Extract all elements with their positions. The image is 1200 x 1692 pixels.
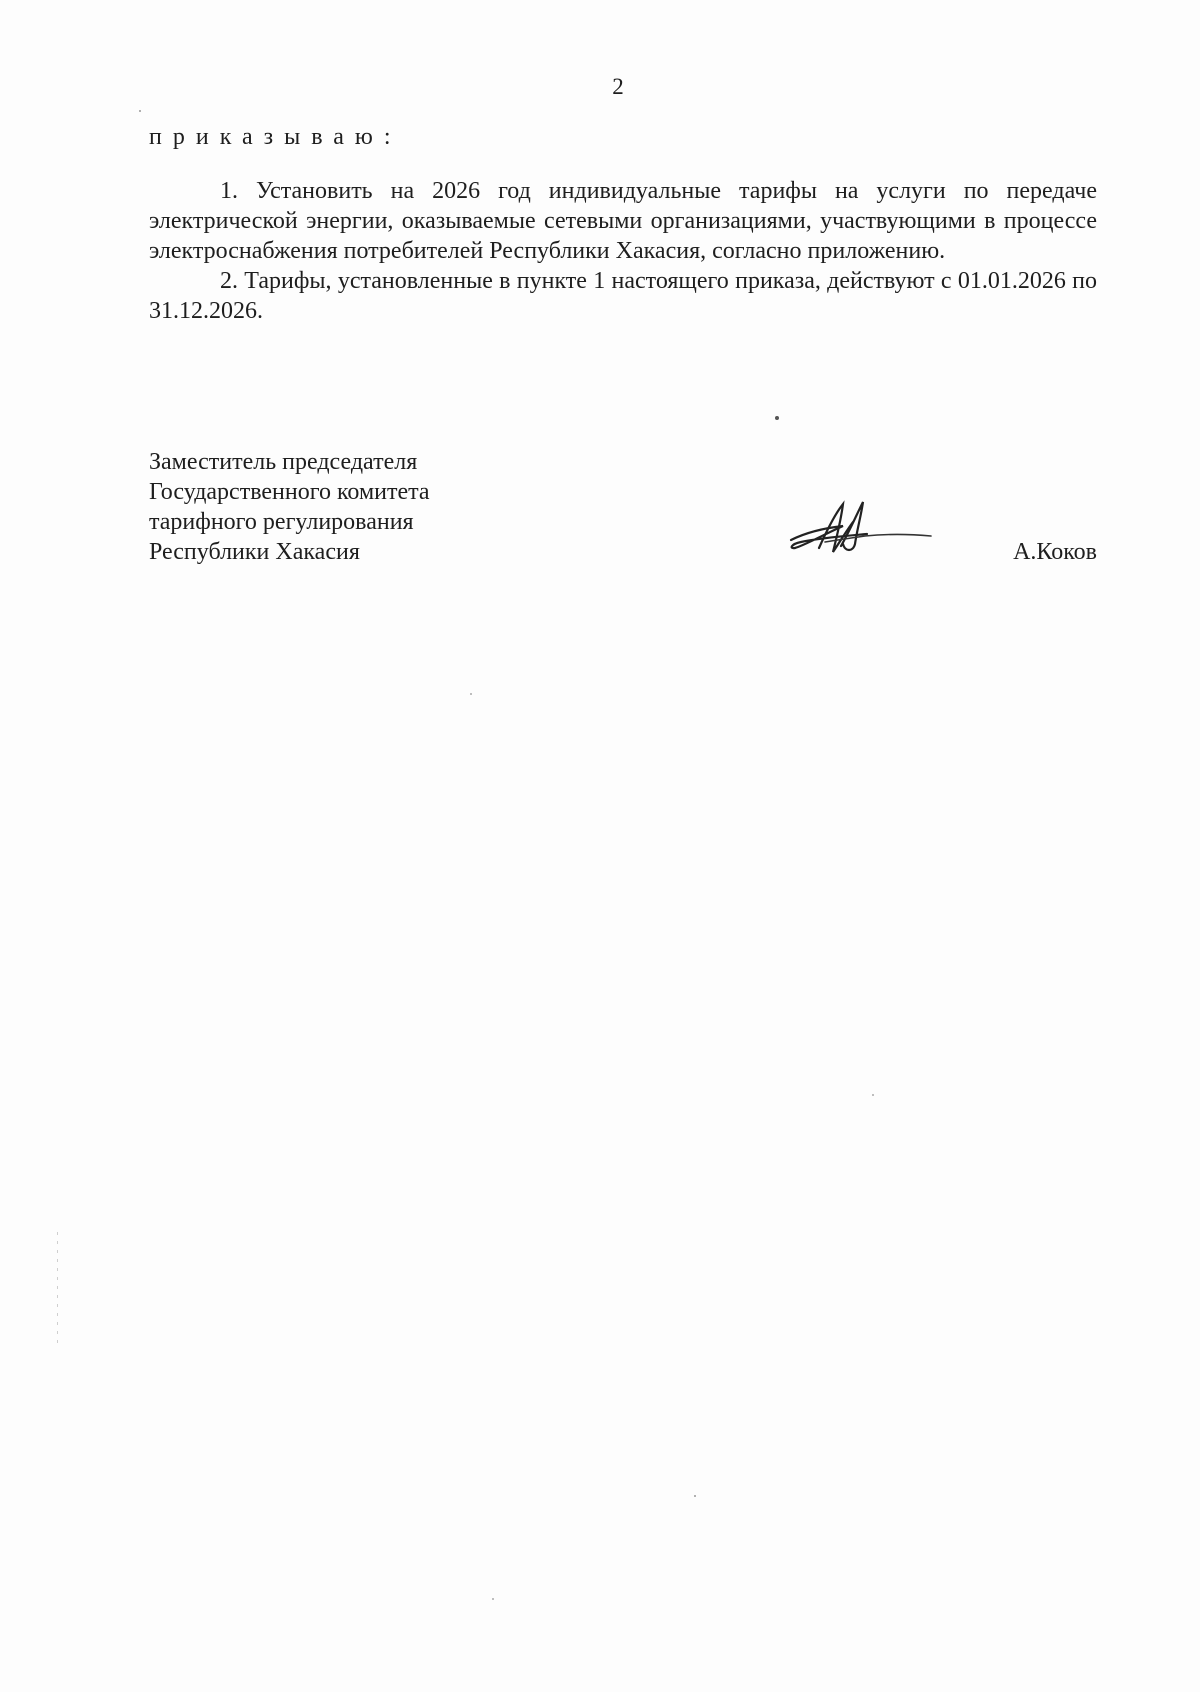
- order-word: приказываю:: [149, 124, 402, 150]
- scan-edge-marks: [57, 1232, 58, 1347]
- paragraph-1: 1. Установить на 2026 год индивидуальные тарифы на услуги по передаче электрической энергии, оказываемые сетевыми организациями, участвующими в процессе электроснабжения потребителей Республики Хакасия, согласно приложению.: [149, 178, 1097, 264]
- scan-speck: [872, 1094, 874, 1096]
- signatory-line-1: Заместитель председателя: [149, 449, 418, 475]
- signatory-position: [149, 447, 549, 567]
- signatory-line-4: Республики Хакасия: [149, 539, 360, 565]
- paragraph-2: 2. Тарифы, установленные в пункте 1 настоящего приказа, действуют с 01.01.2026 по 31.12.2026.: [149, 268, 1097, 324]
- page-number: 2: [612, 74, 624, 99]
- scan-speck: [492, 1598, 494, 1600]
- handwritten-signature: [785, 496, 935, 566]
- signatory-line-2: Государственного комитета: [149, 479, 430, 505]
- scan-speck: [139, 110, 141, 112]
- signer-name: А.Коков: [1013, 539, 1097, 565]
- signatory-line-3: тарифного регулирования: [149, 509, 414, 535]
- order-body: [149, 176, 1097, 326]
- scan-speck: [470, 693, 472, 695]
- scan-speck: [775, 416, 779, 420]
- scan-speck: [694, 1495, 696, 1497]
